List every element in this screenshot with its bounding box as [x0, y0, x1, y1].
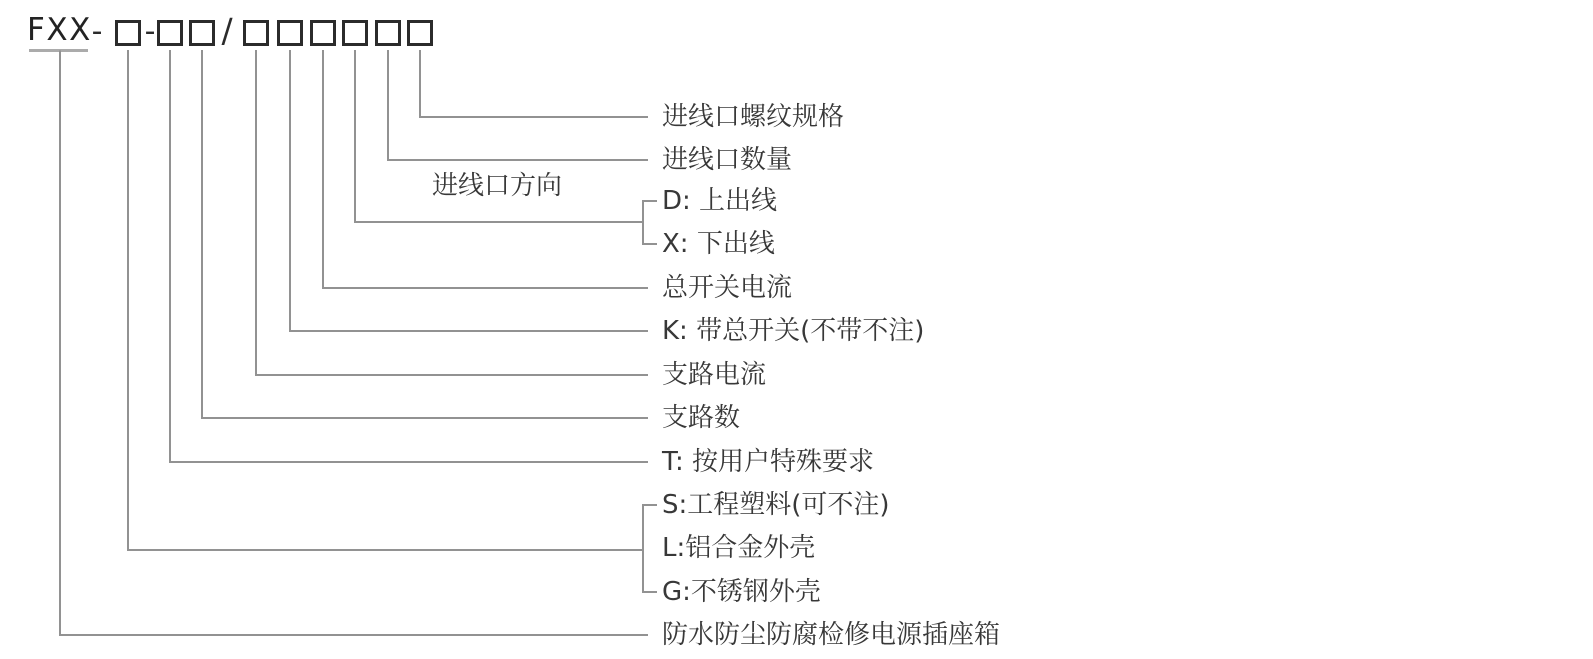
placeholder-box — [310, 20, 336, 46]
placeholder-box — [243, 20, 269, 46]
placeholder-box — [277, 20, 303, 46]
legend-label-special-request: T: 按用户特殊要求 — [662, 447, 875, 477]
legend-label-shell-plastic: S:工程塑料(可不注) — [662, 490, 890, 520]
connector-special-request — [170, 50, 648, 462]
legend-label-branch-count: 支路数 — [662, 403, 741, 433]
legend-label-outlet-top: D: 上出线 — [662, 186, 778, 216]
legend-label-shell-aluminum: L:铝合金外壳 — [662, 533, 816, 563]
legend-label-inlet-count: 进线口数量 — [662, 145, 793, 175]
connector-main-switch-current — [323, 50, 648, 288]
bracket-slg — [643, 505, 657, 592]
placeholder-box — [115, 20, 141, 46]
legend-label-product-name: 防水防尘防腐检修电源插座箱 — [662, 620, 1001, 650]
connector-bracket-slg — [128, 50, 643, 550]
connector-branch-count — [202, 50, 648, 418]
connector-branch-current — [256, 50, 648, 375]
separator-slash: / — [221, 11, 233, 50]
separator-dash-2: - — [144, 14, 156, 49]
legend-label-inlet-thread-spec: 进线口螺纹规格 — [662, 102, 845, 132]
placeholder-box — [375, 20, 401, 46]
separator-dash-1: - — [91, 14, 103, 49]
placeholder-box — [157, 20, 183, 46]
placeholder-box — [189, 20, 215, 46]
legend-label-branch-current: 支路电流 — [662, 360, 767, 390]
placeholder-box — [342, 20, 368, 46]
legend-label-inlet-direction: 进线口方向 — [432, 171, 563, 201]
bracket-dx — [643, 201, 657, 244]
legend-label-with-main-switch: K: 带总开关(不带不注) — [662, 316, 925, 346]
legend-label-outlet-bottom: X: 下出线 — [662, 229, 775, 259]
legend-label-main-switch-current: 总开关电流 — [662, 273, 793, 303]
placeholder-box — [407, 20, 433, 46]
legend-label-shell-stainless: G:不锈钢外壳 — [662, 577, 821, 607]
model-prefix: FXX — [27, 12, 92, 48]
connector-inlet-count — [388, 50, 648, 160]
connector-inlet-thread-spec — [420, 50, 648, 117]
